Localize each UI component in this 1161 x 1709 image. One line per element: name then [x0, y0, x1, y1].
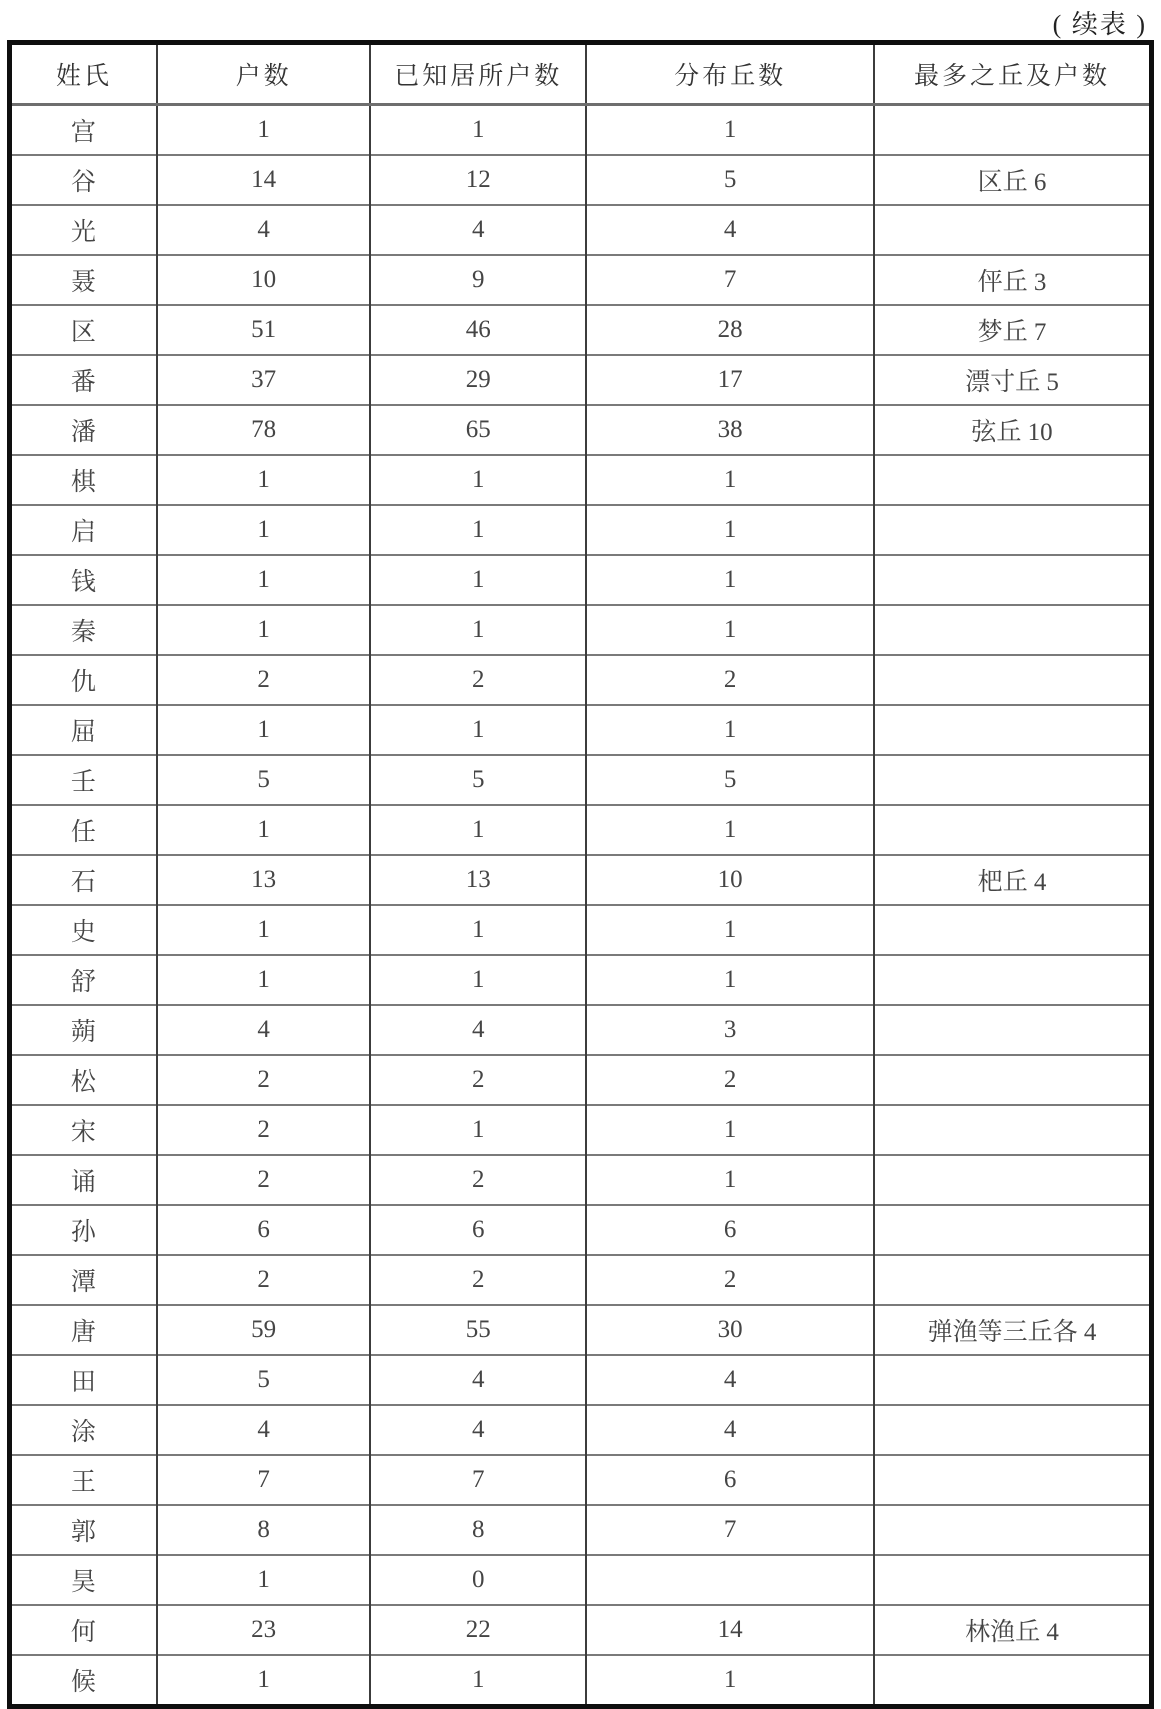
cell-top_mound_and_households [874, 455, 1152, 505]
cell-known_residence_households: 1 [370, 705, 586, 755]
cell-distribution_mounds: 38 [586, 405, 874, 455]
cell-distribution_mounds: 30 [586, 1305, 874, 1355]
cell-surname: 仇 [10, 655, 157, 705]
cell-surname: 涂 [10, 1405, 157, 1455]
cell-households: 1 [157, 605, 371, 655]
cell-known_residence_households: 65 [370, 405, 586, 455]
cell-surname: 区 [10, 305, 157, 355]
cell-top_mound_and_households [874, 1655, 1152, 1707]
cell-top_mound_and_households [874, 755, 1152, 805]
cell-top_mound_and_households [874, 1205, 1152, 1255]
cell-known_residence_households: 2 [370, 1155, 586, 1205]
cell-households: 4 [157, 1005, 371, 1055]
col-header-known-residence-households: 已知居所户数 [370, 43, 586, 105]
cell-distribution_mounds: 2 [586, 1255, 874, 1305]
cell-distribution_mounds: 2 [586, 1055, 874, 1105]
cell-known_residence_households: 22 [370, 1605, 586, 1655]
cell-surname: 宋 [10, 1105, 157, 1155]
header-row [10, 43, 1152, 105]
cell-known_residence_households: 1 [370, 455, 586, 505]
cell-surname: 潘 [10, 405, 157, 455]
cell-surname: 诵 [10, 1155, 157, 1205]
cell-distribution_mounds: 6 [586, 1205, 874, 1255]
table-row [10, 755, 1152, 805]
cell-surname: 番 [10, 355, 157, 405]
table-row [10, 1555, 1152, 1605]
cell-distribution_mounds: 7 [586, 1505, 874, 1555]
cell-top_mound_and_households [874, 1405, 1152, 1455]
surname-distribution-table [7, 40, 1154, 1709]
cell-households: 1 [157, 505, 371, 555]
table-row [10, 355, 1152, 405]
cell-known_residence_households: 1 [370, 1655, 586, 1707]
table-row [10, 205, 1152, 255]
cell-distribution_mounds: 4 [586, 205, 874, 255]
cell-known_residence_households: 9 [370, 255, 586, 305]
cell-top_mound_and_households [874, 955, 1152, 1005]
cell-distribution_mounds: 5 [586, 155, 874, 205]
cell-households: 78 [157, 405, 371, 455]
cell-distribution_mounds: 1 [586, 705, 874, 755]
cell-known_residence_households: 12 [370, 155, 586, 205]
cell-households: 1 [157, 805, 371, 855]
cell-top_mound_and_households: 梦丘 7 [874, 305, 1152, 355]
cell-distribution_mounds: 4 [586, 1355, 874, 1405]
cell-known_residence_households: 8 [370, 1505, 586, 1555]
cell-top_mound_and_households [874, 1455, 1152, 1505]
cell-top_mound_and_households: 弦丘 10 [874, 405, 1152, 455]
col-header-households: 户数 [157, 43, 371, 105]
table-row [10, 605, 1152, 655]
col-header-top-mound: 最多之丘及户数 [874, 43, 1152, 105]
cell-surname: 田 [10, 1355, 157, 1405]
cell-distribution_mounds: 2 [586, 655, 874, 705]
cell-households: 1 [157, 705, 371, 755]
cell-distribution_mounds: 1 [586, 905, 874, 955]
cell-surname: 棋 [10, 455, 157, 505]
cell-distribution_mounds: 1 [586, 105, 874, 156]
cell-surname: 孙 [10, 1205, 157, 1255]
cell-known_residence_households: 2 [370, 1055, 586, 1105]
cell-households: 7 [157, 1455, 371, 1505]
cell-distribution_mounds: 1 [586, 1105, 874, 1155]
cell-surname: 石 [10, 855, 157, 905]
cell-known_residence_households: 4 [370, 1405, 586, 1455]
cell-households: 2 [157, 1255, 371, 1305]
cell-top_mound_and_households [874, 1005, 1152, 1055]
cell-distribution_mounds: 1 [586, 955, 874, 1005]
cell-known_residence_households: 2 [370, 1255, 586, 1305]
cell-households: 10 [157, 255, 371, 305]
cell-surname: 何 [10, 1605, 157, 1655]
cell-top_mound_and_households [874, 1255, 1152, 1305]
table-row [10, 1655, 1152, 1707]
table-row [10, 1155, 1152, 1205]
cell-top_mound_and_households: 杷丘 4 [874, 855, 1152, 905]
cell-households: 2 [157, 1055, 371, 1105]
table-row [10, 1055, 1152, 1105]
cell-top_mound_and_households [874, 505, 1152, 555]
cell-households: 1 [157, 105, 371, 156]
cell-top_mound_and_households [874, 655, 1152, 705]
cell-known_residence_households: 1 [370, 955, 586, 1005]
table-row [10, 1305, 1152, 1355]
cell-surname: 唐 [10, 1305, 157, 1355]
table-row [10, 455, 1152, 505]
cell-surname: 蒴 [10, 1005, 157, 1055]
cell-distribution_mounds [586, 1555, 874, 1605]
table-row [10, 505, 1152, 555]
cell-households: 5 [157, 755, 371, 805]
cell-households: 8 [157, 1505, 371, 1555]
cell-households: 51 [157, 305, 371, 355]
cell-known_residence_households: 46 [370, 305, 586, 355]
cell-surname: 启 [10, 505, 157, 555]
cell-known_residence_households: 1 [370, 805, 586, 855]
table-row [10, 905, 1152, 955]
col-header-surname: 姓氏 [10, 43, 157, 105]
table-row [10, 255, 1152, 305]
cell-surname: 松 [10, 1055, 157, 1105]
cell-distribution_mounds: 4 [586, 1405, 874, 1455]
cell-households: 4 [157, 205, 371, 255]
cell-top_mound_and_households [874, 205, 1152, 255]
cell-surname: 郭 [10, 1505, 157, 1555]
table-row [10, 955, 1152, 1005]
cell-households: 6 [157, 1205, 371, 1255]
cell-known_residence_households: 5 [370, 755, 586, 805]
cell-distribution_mounds: 1 [586, 555, 874, 605]
cell-known_residence_households: 7 [370, 1455, 586, 1505]
cell-distribution_mounds: 1 [586, 1155, 874, 1205]
table-body [10, 105, 1152, 1707]
cell-known_residence_households: 1 [370, 105, 586, 156]
cell-top_mound_and_households [874, 805, 1152, 855]
cell-surname: 屈 [10, 705, 157, 755]
cell-surname: 史 [10, 905, 157, 955]
table-row [10, 305, 1152, 355]
cell-distribution_mounds: 1 [586, 505, 874, 555]
cell-known_residence_households: 2 [370, 655, 586, 705]
cell-top_mound_and_households: 伻丘 3 [874, 255, 1152, 305]
cell-known_residence_households: 1 [370, 905, 586, 955]
table-row [10, 155, 1152, 205]
cell-top_mound_and_households [874, 1105, 1152, 1155]
cell-top_mound_and_households [874, 905, 1152, 955]
table-row [10, 1605, 1152, 1655]
table-row [10, 1455, 1152, 1505]
cell-known_residence_households: 4 [370, 1355, 586, 1405]
cell-top_mound_and_households [874, 105, 1152, 156]
cell-households: 1 [157, 1655, 371, 1707]
table-row [10, 1505, 1152, 1555]
cell-top_mound_and_households [874, 1355, 1152, 1405]
cell-surname: 钱 [10, 555, 157, 605]
cell-households: 1 [157, 905, 371, 955]
cell-top_mound_and_households [874, 1155, 1152, 1205]
cell-surname: 壬 [10, 755, 157, 805]
cell-distribution_mounds: 1 [586, 605, 874, 655]
cell-surname: 王 [10, 1455, 157, 1505]
cell-households: 14 [157, 155, 371, 205]
table-row [10, 555, 1152, 605]
cell-top_mound_and_households [874, 705, 1152, 755]
cell-households: 23 [157, 1605, 371, 1655]
cell-top_mound_and_households: 林渔丘 4 [874, 1605, 1152, 1655]
cell-top_mound_and_households [874, 555, 1152, 605]
table-row [10, 1405, 1152, 1455]
cell-surname: 宫 [10, 105, 157, 156]
cell-households: 1 [157, 555, 371, 605]
cell-top_mound_and_households [874, 1055, 1152, 1105]
table-row [10, 805, 1152, 855]
cell-surname: 光 [10, 205, 157, 255]
cell-top_mound_and_households: 区丘 6 [874, 155, 1152, 205]
cell-households: 5 [157, 1355, 371, 1405]
col-header-distribution-mounds: 分布丘数 [586, 43, 874, 105]
cell-top_mound_and_households [874, 1505, 1152, 1555]
cell-surname: 候 [10, 1655, 157, 1707]
table-row [10, 1355, 1152, 1405]
cell-households: 2 [157, 655, 371, 705]
cell-surname: 秦 [10, 605, 157, 655]
cell-known_residence_households: 4 [370, 205, 586, 255]
cell-known_residence_households: 6 [370, 1205, 586, 1255]
cell-distribution_mounds: 6 [586, 1455, 874, 1505]
cell-surname: 昊 [10, 1555, 157, 1605]
cell-distribution_mounds: 5 [586, 755, 874, 805]
cell-known_residence_households: 1 [370, 1105, 586, 1155]
cell-distribution_mounds: 14 [586, 1605, 874, 1655]
table-row [10, 705, 1152, 755]
cell-known_residence_households: 0 [370, 1555, 586, 1605]
cell-households: 13 [157, 855, 371, 905]
table-row [10, 1005, 1152, 1055]
table-row [10, 405, 1152, 455]
cell-distribution_mounds: 1 [586, 1655, 874, 1707]
cell-distribution_mounds: 1 [586, 805, 874, 855]
cell-households: 1 [157, 955, 371, 1005]
cell-known_residence_households: 55 [370, 1305, 586, 1355]
table-row [10, 1205, 1152, 1255]
table-row [10, 855, 1152, 905]
cell-distribution_mounds: 7 [586, 255, 874, 305]
cell-known_residence_households: 4 [370, 1005, 586, 1055]
table-row [10, 1105, 1152, 1155]
cell-surname: 潭 [10, 1255, 157, 1305]
cell-surname: 舒 [10, 955, 157, 1005]
cell-top_mound_and_households: 弹渔等三丘各 4 [874, 1305, 1152, 1355]
cell-households: 1 [157, 455, 371, 505]
cell-known_residence_households: 1 [370, 605, 586, 655]
cell-households: 59 [157, 1305, 371, 1355]
table-row [10, 1255, 1152, 1305]
cell-households: 4 [157, 1405, 371, 1455]
cell-surname: 谷 [10, 155, 157, 205]
table-row [10, 655, 1152, 705]
cell-distribution_mounds: 3 [586, 1005, 874, 1055]
cell-top_mound_and_households [874, 1555, 1152, 1605]
cell-households: 2 [157, 1155, 371, 1205]
cell-households: 2 [157, 1105, 371, 1155]
cell-top_mound_and_households: 漂寸丘 5 [874, 355, 1152, 405]
cell-surname: 任 [10, 805, 157, 855]
cell-distribution_mounds: 17 [586, 355, 874, 405]
continued-table-label: ( 续表 ) [1052, 10, 1147, 39]
table-row [10, 105, 1152, 156]
cell-distribution_mounds: 1 [586, 455, 874, 505]
cell-distribution_mounds: 10 [586, 855, 874, 905]
cell-distribution_mounds: 28 [586, 305, 874, 355]
cell-households: 37 [157, 355, 371, 405]
cell-known_residence_households: 1 [370, 505, 586, 555]
cell-known_residence_households: 1 [370, 555, 586, 605]
cell-known_residence_households: 29 [370, 355, 586, 405]
cell-top_mound_and_households [874, 605, 1152, 655]
cell-known_residence_households: 13 [370, 855, 586, 905]
cell-households: 1 [157, 1555, 371, 1605]
cell-surname: 聂 [10, 255, 157, 305]
